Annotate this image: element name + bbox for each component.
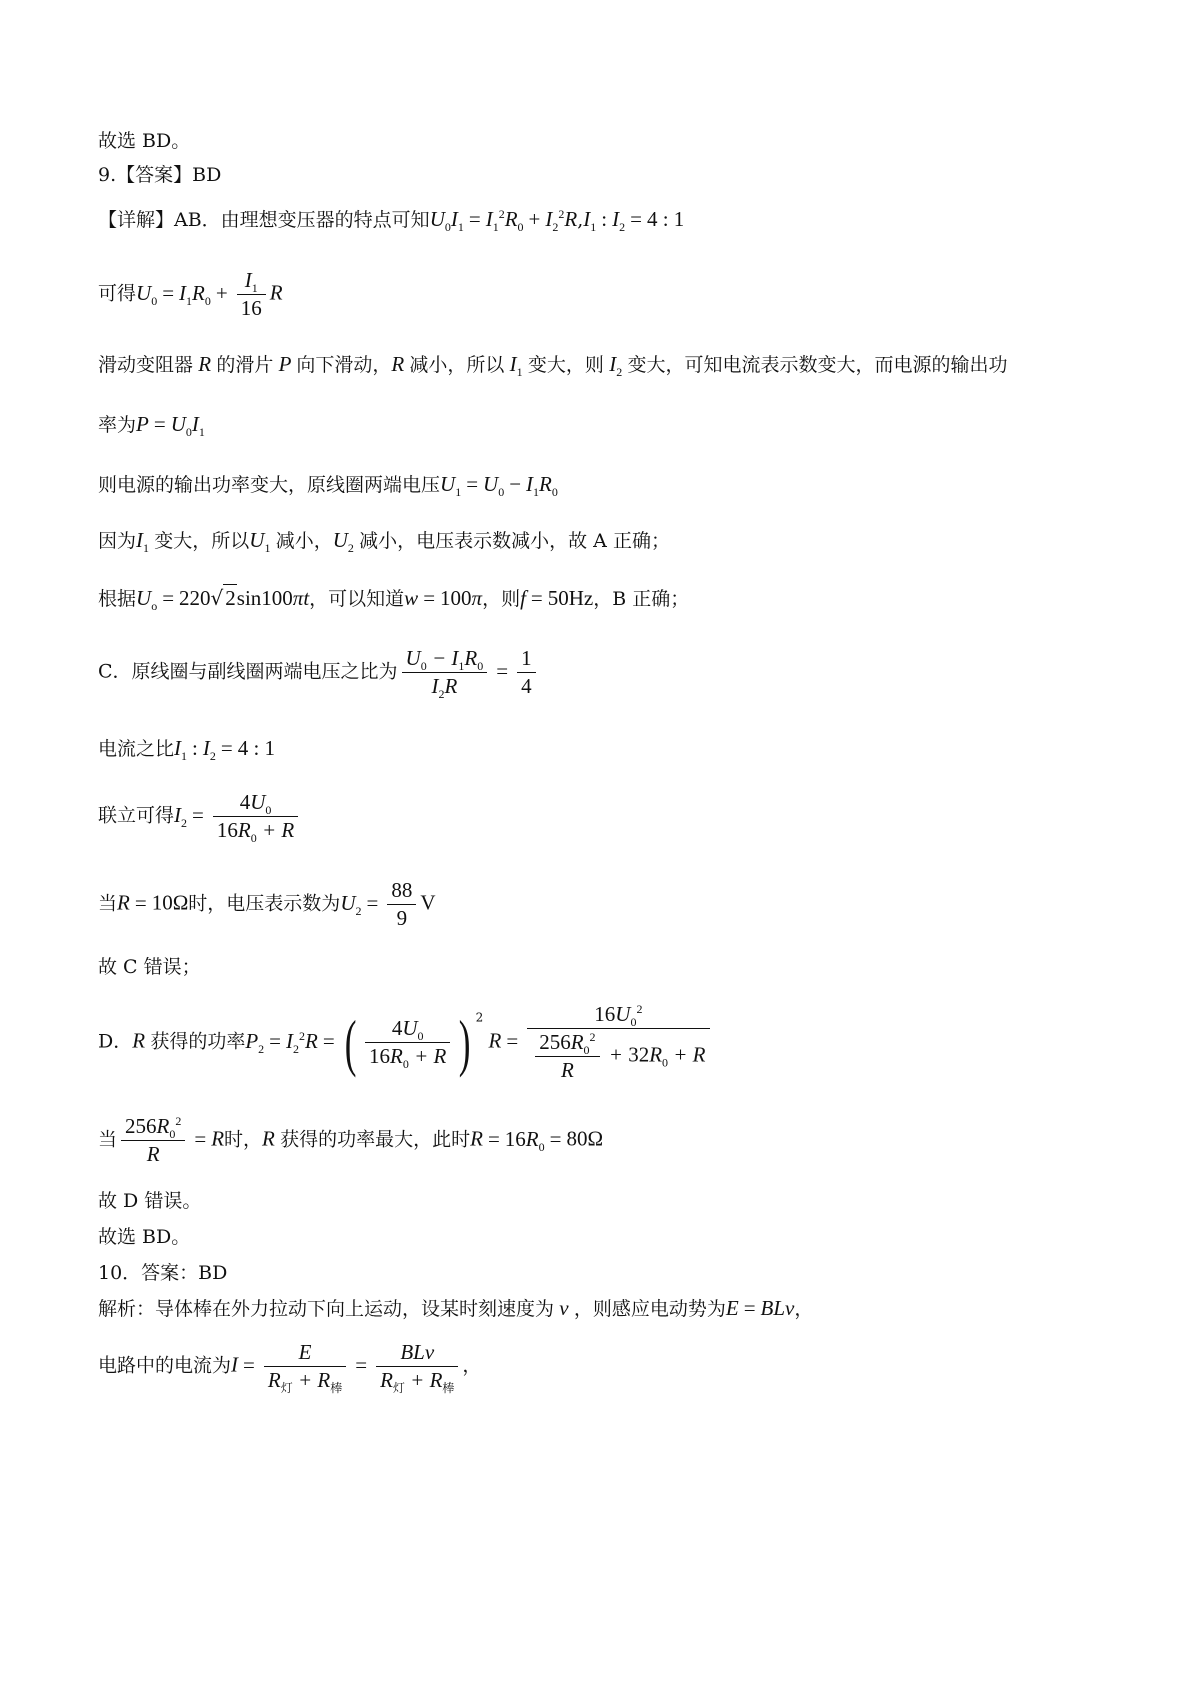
line-10: C．原线圈与副线圈两端电压之比为 $\frac{U_0 - I_1R_0}{I_2R}$ = $\frac{1}{4}$ bbox=[98, 648, 540, 697]
line-3: 【详解】AB．由理想变压器的特点可知$U_0I_1 = I_1^2R_0 + I_2^2R,I_1$ : $I_2 = 4$ : 1 bbox=[98, 207, 685, 234]
line-12: 联立可得$I_2$ = $\frac{4U_0}{16R_0 + R}$ bbox=[98, 792, 302, 841]
line-6: 率为$P = U_0I_1$ bbox=[98, 412, 205, 439]
line-8: 因为$I_1$ 变大，所以$U_1$ 减小，$U_2$ 减小，电压表示数减小，故 A 正确； bbox=[98, 528, 670, 555]
line-13: 当R = 10Ω时，电压表示数为$U_2$ = $\frac{88}{9}$ V bbox=[98, 878, 436, 930]
line-17: 故 D 错误。 bbox=[98, 1190, 202, 1212]
line-11: 电流之比$I_1$ : $I_2 = 4$ : 1 bbox=[98, 736, 276, 763]
line-18: 故选 BD。 bbox=[98, 1226, 191, 1248]
answer-9-heading: 9.【答案】BD bbox=[98, 164, 222, 186]
line-5: 滑动变阻器 R 的滑片 P 向下滑动，R 减小，所以 $I_1$ 变大，则 $I_2$ 变大，可知电流表示数变大，而电源的输出功 bbox=[98, 352, 1008, 379]
line-20: 解析：导体棒在外力拉动下向上运动，设某时刻速度为 v ，则感应电动势为E = BLv， bbox=[98, 1296, 814, 1320]
line-1: 故选 BD。 bbox=[98, 130, 191, 152]
line-15: D．R 获得的功率$P_2 = I_2^2R$ = ( $\frac{4U_0}{16R_0 + R}$ ) $^2$ R = $16U_0^2$ $\frac{256R_0^2}{R}$ + $32R_0 + R$ bbox=[98, 1004, 714, 1081]
line-9: 根据$U_o = 220√2\sin 100\pi t$，可以知道w = 100π，则f = 50Hz，B 正确； bbox=[98, 586, 690, 613]
line-14: 故 C 错误； bbox=[98, 956, 201, 978]
line-7: 则电源的输出功率变大，原线圈两端电压$U_1 = U_0 - I_1R_0$ bbox=[98, 472, 558, 499]
line-4: 可得$U_0 = I_1R_0$ + $\frac{I_1}{16}$ R bbox=[98, 268, 283, 320]
line-16: 当 $\frac{256R_0^2}{R}$ = R时，R 获得的功率最大，此时$R = 16R_0 = 80\Omega$ bbox=[98, 1114, 604, 1166]
answer-10-heading: 10．答案：BD bbox=[98, 1262, 228, 1284]
line-21: 电路中的电流为I = $\frac{E}{R_灯 + R_棒}$ = $\frac{\text{BLv}}{R_灯 + R_棒}$ ， bbox=[98, 1340, 482, 1395]
